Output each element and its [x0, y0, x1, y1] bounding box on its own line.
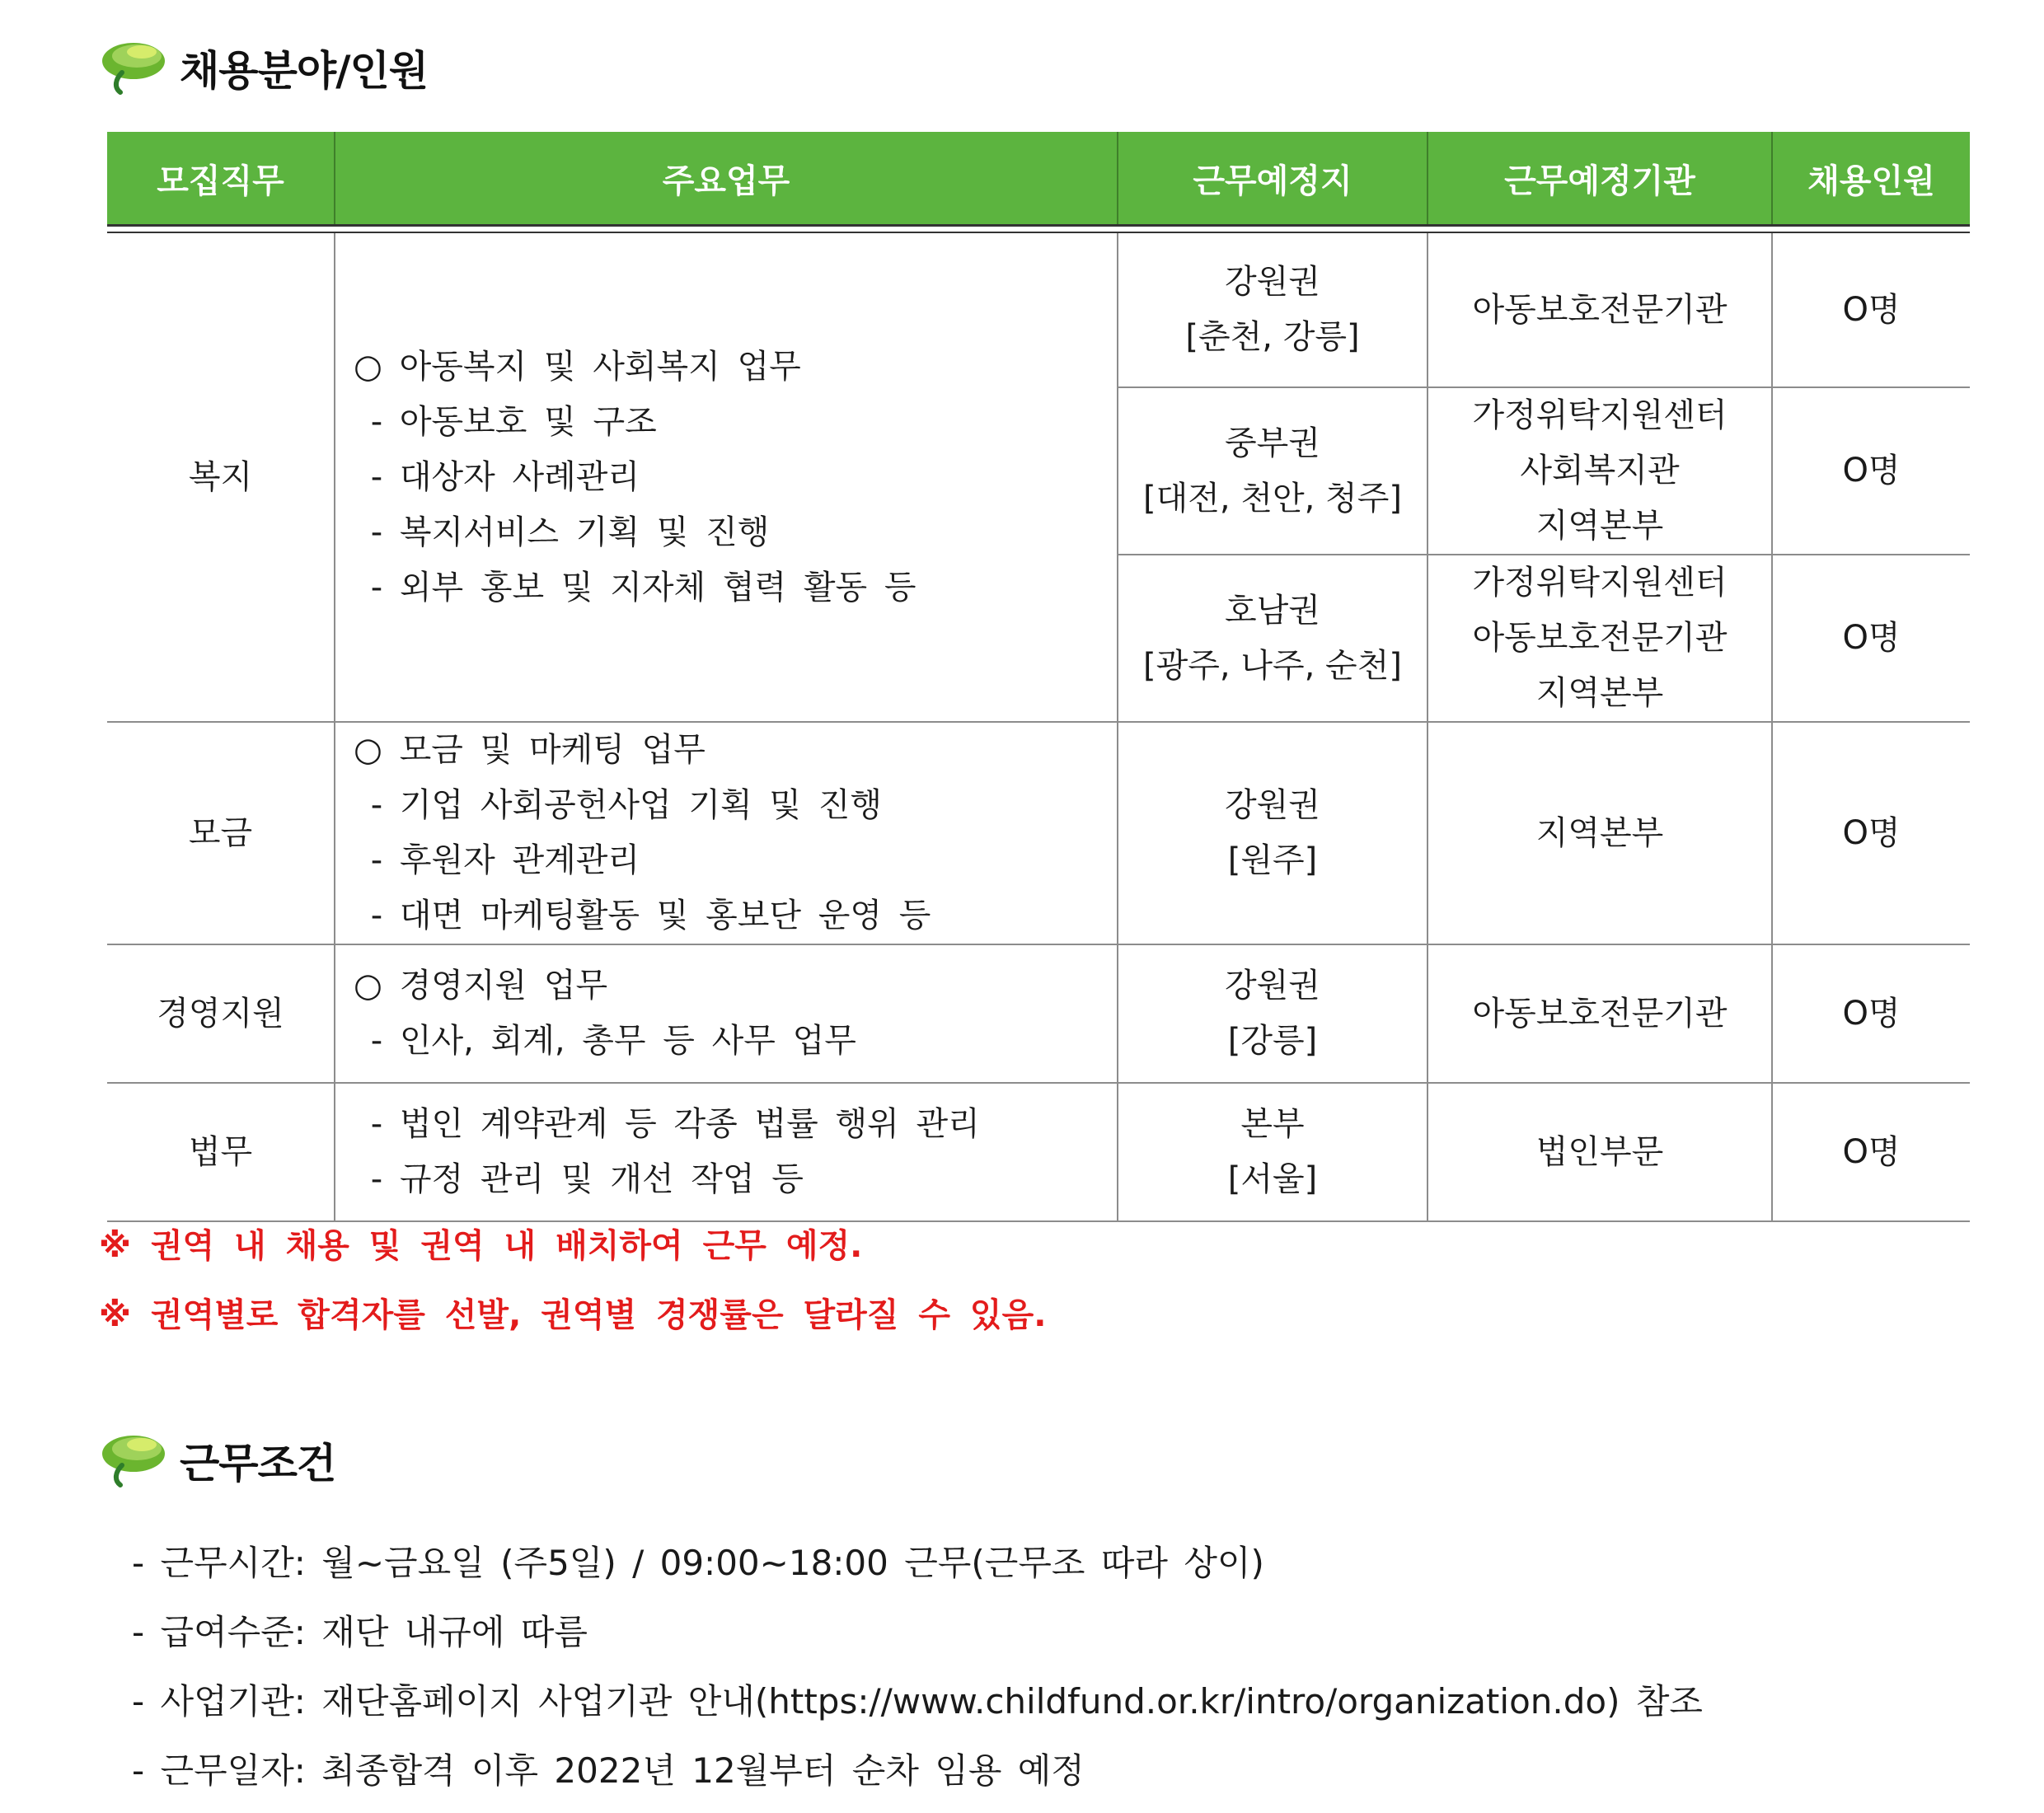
institution-cell [1428, 944, 1772, 1083]
count-cell: O명 [1772, 387, 1970, 555]
section-heading: 근무조건 [180, 1440, 336, 1487]
region-name: 중부권 [1225, 424, 1320, 462]
leaf-logo-icon [97, 36, 166, 99]
condition-item: - 사업기관: 재단홈페이지 사업기관 안내(https://www.childfund.or.kr/intro/organization.do) 참조 [132, 1681, 1703, 1722]
institution-name: 아동보호전문기관 [1472, 994, 1728, 1033]
duty-line: - 기업 사회공헌사업 기획 및 진행 [354, 786, 883, 824]
institution-name: 지역본부 [1535, 507, 1664, 545]
location-cell [1118, 232, 1428, 387]
region-name: 강원권 [1225, 786, 1320, 824]
header-duties: 주요업무 [335, 132, 1118, 226]
condition-item: - 급여수준: 재단 내규에 따름 [132, 1612, 588, 1652]
job-cell: 복지 [107, 232, 335, 722]
location-cell [1118, 722, 1428, 944]
table-row [107, 232, 1970, 387]
note-line: ※ 권역 내 채용 및 권역 내 배치하여 근무 예정. [99, 1227, 863, 1265]
notes-block [99, 1211, 1046, 1350]
region-cities: [대전, 천안, 청주] [1143, 479, 1402, 518]
location-cell [1118, 555, 1428, 722]
region-cities: [춘천, 강릉] [1185, 318, 1360, 356]
location-cell [1118, 1083, 1428, 1221]
section-title-recruit [97, 36, 428, 99]
institution-cell [1428, 1083, 1772, 1221]
institution-cell [1428, 387, 1772, 555]
condition-item: - 근무일자: 최종합격 이후 2022년 12월부터 순차 임용 예정 [132, 1750, 1085, 1791]
duty-line: - 인사, 회계, 총무 등 사무 업무 [354, 1022, 856, 1060]
region-cities: [원주] [1227, 841, 1318, 879]
count-cell: O명 [1772, 232, 1970, 387]
table-row [107, 722, 1970, 944]
duty-line: - 외부 홍보 및 지자체 협력 활동 등 [354, 568, 917, 607]
region-name: 호남권 [1225, 591, 1320, 630]
duty-line: ○ 아동복지 및 사회복지 업무 [354, 347, 801, 386]
region-name: 강원권 [1225, 967, 1320, 1005]
duty-line: - 아동보호 및 구조 [354, 402, 657, 441]
region-name: 본부 [1240, 1105, 1305, 1143]
duties-cell [335, 722, 1118, 944]
duty-line: ○ 모금 및 마케팅 업무 [354, 731, 706, 769]
duties-cell [335, 232, 1118, 722]
duties-cell [335, 944, 1118, 1083]
conditions-list [132, 1529, 1703, 1806]
duty-line: - 법인 계약관계 등 각종 법률 행위 관리 [354, 1105, 980, 1143]
duty-line: - 후원자 관계관리 [354, 841, 640, 879]
institution-name: 법인부문 [1535, 1132, 1664, 1171]
institution-name: 아동보호전문기관 [1472, 619, 1728, 657]
duty-line: - 복지서비스 기획 및 진행 [354, 513, 770, 551]
region-cities: [서울] [1227, 1160, 1318, 1198]
table-row [107, 944, 1970, 1083]
institution-name: 가정위탁지원센터 [1472, 396, 1728, 434]
job-cell: 모금 [107, 722, 335, 944]
count-cell: O명 [1772, 722, 1970, 944]
page-title: 채용분야/인원 [180, 47, 429, 95]
count-cell: O명 [1772, 1083, 1970, 1221]
leaf-logo-icon [97, 1429, 166, 1492]
note-line: ※ 권역별로 합격자를 선발, 권역별 경쟁률은 달라질 수 있음. [99, 1296, 1047, 1334]
institution-cell [1428, 722, 1772, 944]
header-count: 채용인원 [1772, 132, 1970, 226]
table-row [107, 1083, 1970, 1221]
region-name: 강원권 [1225, 263, 1320, 301]
table-header-row [107, 132, 1970, 226]
count-cell: O명 [1772, 555, 1970, 722]
institution-name: 지역본부 [1535, 674, 1664, 712]
institution-cell [1428, 232, 1772, 387]
duty-line: - 규정 관리 및 개선 작업 등 [354, 1160, 804, 1198]
duty-line: - 대면 마케팅활동 및 홍보단 운영 등 [354, 897, 931, 935]
duty-line: - 대상자 사례관리 [354, 457, 640, 496]
job-cell: 경영지원 [107, 944, 335, 1083]
region-cities: [강릉] [1227, 1022, 1318, 1060]
institution-cell [1428, 555, 1772, 722]
header-location: 근무예정지 [1118, 132, 1428, 226]
duty-line: ○ 경영지원 업무 [354, 967, 608, 1005]
location-cell [1118, 944, 1428, 1083]
institution-name: 지역본부 [1535, 813, 1664, 852]
institution-name: 사회복지관 [1520, 452, 1680, 490]
count-cell: O명 [1772, 944, 1970, 1083]
recruitment-table [107, 132, 1970, 1222]
header-job: 모집직무 [107, 132, 335, 226]
institution-name: 아동보호전문기관 [1472, 290, 1728, 329]
section-title-conditions [97, 1429, 335, 1492]
location-cell [1118, 387, 1428, 555]
region-cities: [광주, 나주, 순천] [1143, 646, 1402, 685]
condition-item: - 근무시간: 월~금요일 (주5일) / 09:00~18:00 근무(근무조 따라 상이) [132, 1543, 1264, 1583]
duties-cell [335, 1083, 1118, 1221]
institution-name: 가정위탁지원센터 [1472, 564, 1728, 602]
job-cell: 법무 [107, 1083, 335, 1221]
header-institution: 근무예정기관 [1428, 132, 1772, 226]
